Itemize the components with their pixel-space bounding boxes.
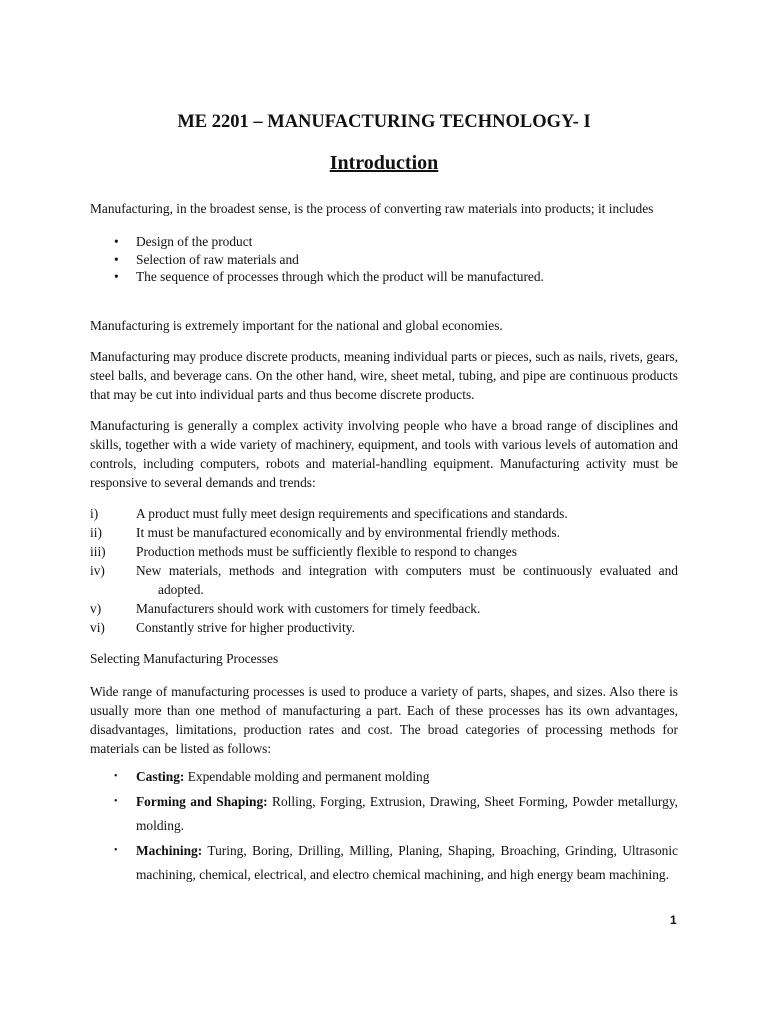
list-item: • Forming and Shaping: Rolling, Forging, Extrusion, Drawing, Sheet Forming, Powder metallurgy, molding. [114,790,678,839]
bullet-icon: • [114,771,118,782]
discrete-products-paragraph: Manufacturing may produce discrete products, meaning individual parts or pieces, such as nails, rivets, gears, steel balls, and beverage cans. On the other hand, wire, sheet metal, tubing, and pipe are continuous products that may be cut into individual parts and thus become discrete products. [90,349,678,402]
bullet-icon: • [114,234,119,249]
list-item: iv) New materials, methods and integration with computers must be continuously evaluated and adopted. [90,563,678,597]
list-item: iii) Production methods must be sufficiently flexible to respond to changes [90,544,517,559]
intro-paragraph: Manufacturing, in the broadest sense, is the process of converting raw materials into products; it includes [90,201,654,216]
list-item: • Machining: Turing, Boring, Drilling, Milling, Planing, Shaping, Broaching, Grinding, Ultrasonic machining, chemical, electrical, and electro chemical machining, and high energy beam machining. [114,839,678,888]
list-item: • Selection of raw materials and [114,251,299,267]
bullet-icon: • [114,844,118,856]
section-heading-introduction: Introduction [329,152,439,174]
list-item: vi) Constantly strive for higher productivity. [90,620,355,635]
list-item: v) Manufacturers should work with customers for timely feedback. [90,601,481,616]
list-item: • Casting: Expendable molding and permanent molding [114,765,678,790]
bullet-icon: • [114,251,119,267]
bullet-icon: • [114,269,119,284]
list-item: • Design of the product [114,234,253,249]
importance-paragraph: Manufacturing is extremely important for the national and global economies. [90,318,503,333]
bullet-icon: • [114,795,118,807]
process-categories-list [114,765,678,888]
complex-activity-paragraph: Manufacturing is generally a complex activity involving people who have a broad range of disciplines and skills, together with a wide variety of machinery, equipment, and tools with various levels of automation and controls, including computers, robots and material-handling equipment. Manufacturing activity must be responsive to several demands and trends: [90,418,678,490]
trends-list [90,504,678,637]
page-number: 1 [670,913,677,927]
processes-paragraph: Wide range of manufacturing processes is used to produce a variety of parts, shapes, and sizes. Also there is usually more than one method of manufacturing a part. Each of these processes has its own advantages, disadvantages, limitations, production rates and cost. The broad categories of processing methods for materials can be listed as follows: [90,684,678,756]
list-item: i) A product must fully meet design requirements and specifications and standards. [90,506,568,521]
includes-list [114,232,674,285]
list-item: • The sequence of processes through which the product will be manufactured. [114,269,544,284]
list-item: ii) It must be manufactured economically and by environmental friendly methods. [90,525,560,540]
subsection-heading: Selecting Manufacturing Processes [90,651,279,666]
course-title: ME 2201 – MANUFACTURING TECHNOLOGY- I [177,112,591,132]
